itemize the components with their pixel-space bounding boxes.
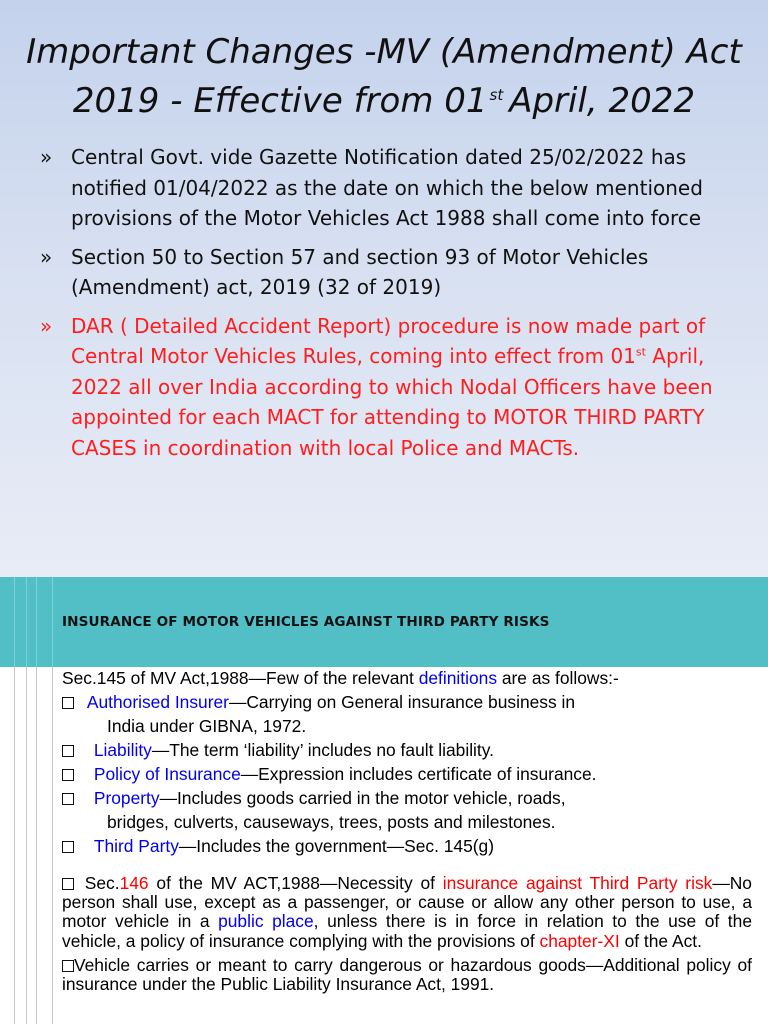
title-superscript: st	[489, 85, 504, 104]
checkbox-bullet-icon	[62, 793, 74, 805]
bullet-text: Central Govt. vide Gazette Notification dated 25/02/2022 has notified 01/04/2022 as the date on which the below mentioned provisions of the Motor Vehicles Act 1988 shall come into force	[71, 145, 703, 230]
para-text: of the Act.	[619, 930, 702, 951]
margin-rule	[26, 667, 27, 1024]
bullet-superscript: st	[635, 345, 646, 359]
bullet-item-sections	[40, 242, 730, 303]
definition-authorised-insurer	[62, 690, 752, 738]
para-text: Vehicle carries or meant to carry dangerous or hazardous goods—Additional policy of insurance under the Public Liability Insurance Act, 1991.	[62, 954, 752, 995]
checkbox-bullet-icon	[62, 769, 74, 781]
bullet-marker-icon: »	[40, 244, 53, 269]
bullet-text-start: DAR ( Detailed Accident Report) procedure is now made part of Central Motor Vehicles Rules, coming into effect from 01	[71, 313, 706, 368]
checkbox-bullet-icon	[62, 697, 74, 709]
section-heading: INSURANCE OF MOTOR VEHICLES AGAINST THIRD PARTY RISKS	[62, 614, 550, 630]
hazardous-goods-paragraph	[62, 956, 752, 994]
bullet-text: Section 50 to Section 57 and section 93 of Motor Vehicles (Amendment) act, 2019 (32 of 2019)	[71, 244, 649, 299]
term-link[interactable]: Liability	[93, 740, 152, 760]
title-line-1: Important Changes -MV (Amendment) Act	[26, 32, 742, 72]
definition-property	[62, 786, 752, 834]
band-divider	[26, 577, 27, 667]
title-line-2	[20, 77, 748, 126]
highlight-third-party-risk: insurance against Third Party risk	[442, 873, 713, 893]
checkbox-bullet-icon	[62, 745, 74, 757]
definition-continuation: bridges, culverts, causeways, trees, posts and milestones.	[107, 812, 556, 832]
definition-liability	[62, 738, 752, 762]
definitions-content	[62, 666, 752, 994]
checkbox-bullet-icon	[62, 841, 74, 853]
band-divider	[14, 577, 15, 667]
title-line-2-end: April, 2022	[509, 81, 696, 121]
slide-title	[20, 28, 748, 126]
definitions-intro	[62, 666, 752, 690]
definition-text: —Includes the government—Sec. 145(g)	[178, 836, 495, 856]
definitions-link[interactable]: definitions	[418, 668, 498, 688]
para-text: of the MV ACT,1988—Necessity of	[148, 873, 443, 893]
definition-text: —Carrying on General insurance business in	[228, 692, 576, 712]
bullet-item-gazette	[40, 142, 730, 234]
section-number: 146	[119, 873, 149, 893]
band-divider	[52, 577, 53, 667]
definition-continuation: India under GIBNA, 1972.	[107, 716, 307, 736]
bullet-marker-icon: »	[40, 313, 53, 338]
para-text: —No person shall use, except as a passenger, or cause or allow any other person to use, a motor vehicle in a	[62, 873, 752, 932]
title-line-2-start: 2019 - Effective from 01	[72, 81, 488, 121]
header-band	[0, 577, 768, 667]
band-divider	[36, 577, 37, 667]
checkbox-bullet-icon	[62, 960, 74, 972]
definition-third-party	[62, 834, 752, 858]
public-place-link[interactable]: public place	[218, 911, 314, 932]
margin-rule	[52, 667, 53, 1024]
bullet-marker-icon: »	[40, 145, 53, 169]
term-link[interactable]: Third Party	[93, 836, 179, 856]
term-link[interactable]: Authorised Insurer	[86, 692, 229, 712]
definition-text: —Includes goods carried in the motor vehicle, roads,	[159, 788, 566, 808]
term-link[interactable]: Policy of Insurance	[93, 764, 241, 784]
definition-text: —The term ‘liability’ includes no fault liability.	[151, 740, 494, 760]
highlight-chapter-xi: chapter-XI	[539, 930, 620, 951]
margin-rule	[36, 667, 37, 1024]
bullet-item-dar	[40, 311, 730, 464]
definition-policy-of-insurance	[62, 762, 752, 786]
bullet-list	[40, 142, 730, 471]
intro-text: Sec.145 of MV Act,1988—Few of the relevant	[62, 668, 419, 688]
checkbox-bullet-icon	[62, 878, 74, 890]
spacer	[62, 858, 752, 874]
para-text: Sec.	[77, 873, 120, 893]
margin-rule	[14, 667, 15, 1024]
term-link[interactable]: Property	[93, 788, 160, 808]
intro-text-end: are as follows:-	[497, 668, 619, 688]
para-text: , unless there is in force in relation to the use of the vehicle, a policy of insurance complying with the provisions of	[62, 911, 752, 951]
bullet-text-end: April, 2022 all over India according to which Nodal Officers have been appointed for each MACT for attending to MOTOR THIRD PARTY CASES in coordination with local Police and MACTs.	[71, 344, 713, 460]
definition-text: —Expression includes certificate of insurance.	[240, 764, 597, 784]
section-146-paragraph	[62, 874, 752, 951]
slide-third-party-insurance	[0, 577, 768, 1024]
